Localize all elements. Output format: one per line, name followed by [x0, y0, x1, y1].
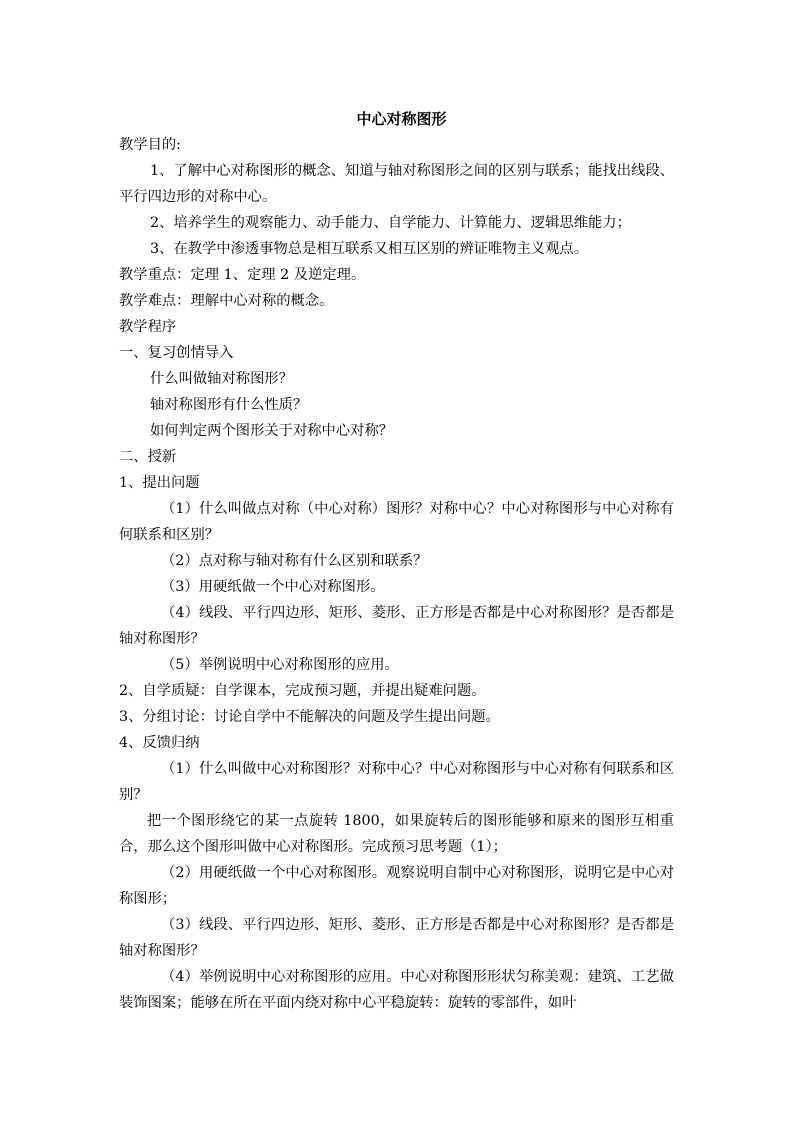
paragraph-line: （3）用硬纸做一个中心对称图形。: [161, 579, 385, 595]
paragraph-line: 教学目的:: [119, 137, 182, 153]
paragraph-line: 把一个图形绕它的某一点旋转 1800，如果旋转后的图形能够和原来的图形互相重合，那么这个图形叫做中心对称图形。完成预习思考题（1）；: [119, 813, 674, 855]
paragraph-line: 3、在教学中渗透事物总是相互联系又相互区别的辨证唯物主义观点。: [150, 241, 588, 257]
paragraph-line: 二、授新: [119, 449, 177, 465]
paragraph-line: 3、分组讨论：讨论自学中不能解决的问题及学生提出问题。: [119, 709, 500, 725]
paragraph-line: 如何判定两个图形关于对称中心对称？: [150, 423, 394, 439]
paragraph-line: （4）线段、平行四边形、矩形、菱形、正方形是否都是中心对称图形？是否都是轴对称图形？: [119, 605, 674, 647]
paragraph-line: 2、培养学生的观察能力、动手能力、自学能力、计算能力、逻辑思维能力；: [150, 215, 631, 231]
paragraph-line: 一、复习创情导入: [119, 345, 234, 361]
paragraph-line: 轴对称图形有什么性质？: [150, 397, 308, 413]
paragraph-line: 什么叫做轴对称图形？: [150, 371, 293, 387]
paragraph-line: 1、了解中心对称图形的概念、知道与轴对称图形之间的区别与联系；能找出线段、平行四边形的对称中心。: [119, 163, 674, 205]
document-body: [119, 132, 674, 1016]
paragraph-line: 教学难点：理解中心对称的概念。: [119, 293, 334, 309]
paragraph-line: （1）什么叫做点对称（中心对称）图形？对称中心？中心对称图形与中心对称有何联系和区别？: [119, 501, 674, 543]
paragraph-line: 1、提出问题: [119, 475, 200, 491]
paragraph-line: （2）点对称与轴对称有什么区别和联系？: [161, 553, 428, 569]
paragraph-line: （3）线段、平行四边形、矩形、菱形、正方形是否都是中心对称图形？是否都是轴对称图形？: [119, 917, 674, 959]
paragraph-line: 2、自学质疑：自学课本，完成预习题，并提出疑难问题。: [119, 683, 486, 699]
paragraph-line: 教学程序: [119, 319, 177, 335]
paragraph-line: 教学重点：定理 1、定理 2 及逆定理。: [119, 267, 366, 283]
paragraph-line: （1）什么叫做中心对称图形？对称中心？中心对称图形与中心对称有何联系和区别？: [119, 761, 674, 803]
paragraph-line: 4、反馈归纳: [119, 735, 200, 751]
document-title: 中心对称图形: [356, 110, 447, 128]
paragraph-line: （4）举例说明中心对称图形的应用。中心对称图形形状匀称美观：建筑、工艺做装饰图案；能够在所在平面内绕对称中心平稳旋转：旋转的零部件，如叶: [119, 969, 674, 1011]
paragraph-line: （5）举例说明中心对称图形的应用。: [161, 657, 399, 673]
paragraph-line: （2）用硬纸做一个中心对称图形。观察说明自制中心对称图形，说明它是中心对称图形；: [119, 865, 674, 907]
